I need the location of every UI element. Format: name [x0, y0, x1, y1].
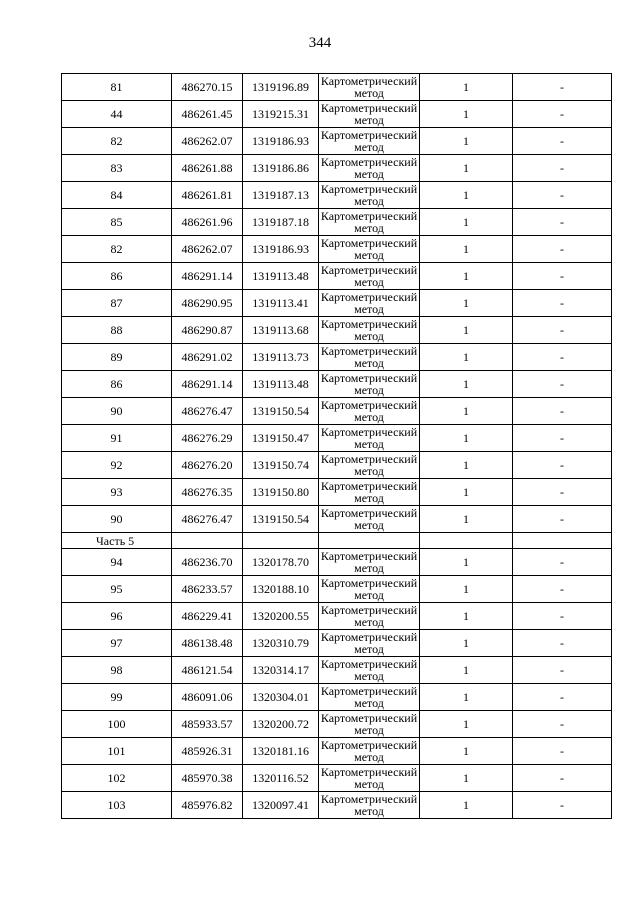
method-text: Картометрический метод [320, 506, 418, 532]
method-text: Картометрический метод [320, 74, 418, 100]
note-cell: - [513, 657, 612, 684]
count-cell: 1 [420, 738, 513, 765]
table-row [62, 101, 612, 128]
y-coordinate-cell: 1320116.52 [243, 765, 319, 792]
table-row [62, 155, 612, 182]
x-coordinate-cell: 486270.15 [172, 74, 243, 101]
empty-cell [420, 533, 513, 549]
x-coordinate-cell: 486121.54 [172, 657, 243, 684]
note-cell: - [513, 128, 612, 155]
method-text: Картометрический метод [320, 711, 418, 737]
point-id-cell: 97 [62, 630, 172, 657]
point-id-cell: 86 [62, 371, 172, 398]
point-id-cell: 99 [62, 684, 172, 711]
table-row [62, 128, 612, 155]
empty-cell [172, 533, 243, 549]
note-cell: - [513, 603, 612, 630]
method-cell [319, 317, 420, 344]
y-coordinate-cell: 1319113.73 [243, 344, 319, 371]
point-id-cell: 102 [62, 765, 172, 792]
count-cell: 1 [420, 317, 513, 344]
x-coordinate-cell: 486291.02 [172, 344, 243, 371]
table-row [62, 657, 612, 684]
note-cell: - [513, 209, 612, 236]
y-coordinate-cell: 1319150.74 [243, 452, 319, 479]
count-cell: 1 [420, 128, 513, 155]
method-text: Картометрический метод [320, 182, 418, 208]
method-cell [319, 182, 420, 209]
x-coordinate-cell: 486233.57 [172, 576, 243, 603]
method-cell [319, 425, 420, 452]
y-coordinate-cell: 1319113.41 [243, 290, 319, 317]
method-text: Картометрический метод [320, 101, 418, 127]
method-text: Картометрический метод [320, 684, 418, 710]
count-cell: 1 [420, 398, 513, 425]
method-cell [319, 792, 420, 819]
note-cell: - [513, 371, 612, 398]
method-text: Картометрический метод [320, 765, 418, 791]
note-cell: - [513, 425, 612, 452]
note-cell: - [513, 155, 612, 182]
y-coordinate-cell: 1320178.70 [243, 549, 319, 576]
point-id-cell: 94 [62, 549, 172, 576]
coordinates-table [61, 73, 612, 819]
note-cell: - [513, 263, 612, 290]
x-coordinate-cell: 485970.38 [172, 765, 243, 792]
method-text: Картометрический метод [320, 657, 418, 683]
count-cell: 1 [420, 290, 513, 317]
point-id-cell: 88 [62, 317, 172, 344]
note-cell: - [513, 317, 612, 344]
point-id-cell: 89 [62, 344, 172, 371]
table-row [62, 317, 612, 344]
y-coordinate-cell: 1319186.86 [243, 155, 319, 182]
x-coordinate-cell: 486138.48 [172, 630, 243, 657]
table-row [62, 263, 612, 290]
method-cell [319, 371, 420, 398]
method-text: Картометрический метод [320, 263, 418, 289]
count-cell: 1 [420, 711, 513, 738]
note-cell: - [513, 630, 612, 657]
table-row [62, 425, 612, 452]
table-row [62, 371, 612, 398]
note-cell: - [513, 479, 612, 506]
empty-cell [243, 533, 319, 549]
x-coordinate-cell: 486091.06 [172, 684, 243, 711]
note-cell: - [513, 711, 612, 738]
table-row [62, 479, 612, 506]
y-coordinate-cell: 1320310.79 [243, 630, 319, 657]
method-cell [319, 344, 420, 371]
y-coordinate-cell: 1319187.18 [243, 209, 319, 236]
method-text: Картометрический метод [320, 738, 418, 764]
note-cell: - [513, 236, 612, 263]
x-coordinate-cell: 486261.88 [172, 155, 243, 182]
note-cell: - [513, 290, 612, 317]
note-cell: - [513, 182, 612, 209]
count-cell: 1 [420, 209, 513, 236]
y-coordinate-cell: 1320200.55 [243, 603, 319, 630]
y-coordinate-cell: 1319150.47 [243, 425, 319, 452]
page-number: 344 [308, 35, 332, 51]
method-text: Картометрический метод [320, 630, 418, 656]
note-cell: - [513, 792, 612, 819]
count-cell: 1 [420, 344, 513, 371]
point-id-cell: 83 [62, 155, 172, 182]
table-row [62, 576, 612, 603]
method-cell [319, 452, 420, 479]
y-coordinate-cell: 1319150.80 [243, 479, 319, 506]
point-id-cell: 81 [62, 74, 172, 101]
note-cell: - [513, 506, 612, 533]
point-id-cell: 86 [62, 263, 172, 290]
method-text: Картометрический метод [320, 792, 418, 818]
note-cell: - [513, 765, 612, 792]
y-coordinate-cell: 1319215.31 [243, 101, 319, 128]
point-id-cell: 44 [62, 101, 172, 128]
method-text: Картометрический метод [320, 128, 418, 154]
method-cell [319, 263, 420, 290]
method-text: Картометрический метод [320, 479, 418, 505]
point-id-cell: 93 [62, 479, 172, 506]
method-text: Картометрический метод [320, 155, 418, 181]
point-id-cell: 103 [62, 792, 172, 819]
note-cell: - [513, 738, 612, 765]
x-coordinate-cell: 486291.14 [172, 371, 243, 398]
count-cell: 1 [420, 576, 513, 603]
method-text: Картометрический метод [320, 398, 418, 424]
count-cell: 1 [420, 101, 513, 128]
empty-cell [319, 533, 420, 549]
x-coordinate-cell: 485976.82 [172, 792, 243, 819]
count-cell: 1 [420, 792, 513, 819]
point-id-cell: 90 [62, 506, 172, 533]
count-cell: 1 [420, 182, 513, 209]
method-text: Картометрический метод [320, 603, 418, 629]
method-text: Картометрический метод [320, 344, 418, 370]
count-cell: 1 [420, 479, 513, 506]
method-cell [319, 765, 420, 792]
x-coordinate-cell: 486291.14 [172, 263, 243, 290]
y-coordinate-cell: 1319186.93 [243, 236, 319, 263]
y-coordinate-cell: 1319186.93 [243, 128, 319, 155]
x-coordinate-cell: 486261.45 [172, 101, 243, 128]
table-row [62, 290, 612, 317]
y-coordinate-cell: 1320188.10 [243, 576, 319, 603]
count-cell: 1 [420, 765, 513, 792]
table-row [62, 74, 612, 101]
table-body [62, 74, 612, 819]
x-coordinate-cell: 485926.31 [172, 738, 243, 765]
point-id-cell: 90 [62, 398, 172, 425]
y-coordinate-cell: 1320097.41 [243, 792, 319, 819]
point-id-cell: 96 [62, 603, 172, 630]
x-coordinate-cell: 486276.35 [172, 479, 243, 506]
x-coordinate-cell: 486236.70 [172, 549, 243, 576]
method-cell [319, 128, 420, 155]
table-row [62, 630, 612, 657]
count-cell: 1 [420, 371, 513, 398]
method-text: Картометрический метод [320, 290, 418, 316]
method-cell [319, 155, 420, 182]
count-cell: 1 [420, 425, 513, 452]
method-cell [319, 603, 420, 630]
empty-cell [513, 533, 612, 549]
method-text: Картометрический метод [320, 425, 418, 451]
section-label: Часть 5 [62, 533, 172, 549]
method-cell [319, 549, 420, 576]
method-text: Картометрический метод [320, 317, 418, 343]
method-cell [319, 576, 420, 603]
method-cell [319, 657, 420, 684]
point-id-cell: 92 [62, 452, 172, 479]
count-cell: 1 [420, 263, 513, 290]
table-row [62, 182, 612, 209]
table-row [62, 236, 612, 263]
y-coordinate-cell: 1319113.48 [243, 263, 319, 290]
x-coordinate-cell: 486262.07 [172, 236, 243, 263]
x-coordinate-cell: 486290.87 [172, 317, 243, 344]
method-text: Картометрический метод [320, 371, 418, 397]
note-cell: - [513, 684, 612, 711]
y-coordinate-cell: 1320200.72 [243, 711, 319, 738]
x-coordinate-cell: 486261.96 [172, 209, 243, 236]
x-coordinate-cell: 486276.47 [172, 398, 243, 425]
method-cell [319, 236, 420, 263]
table-row [62, 398, 612, 425]
method-cell [319, 506, 420, 533]
count-cell: 1 [420, 74, 513, 101]
count-cell: 1 [420, 155, 513, 182]
point-id-cell: 98 [62, 657, 172, 684]
x-coordinate-cell: 485933.57 [172, 711, 243, 738]
method-cell [319, 290, 420, 317]
method-cell [319, 684, 420, 711]
count-cell: 1 [420, 657, 513, 684]
point-id-cell: 100 [62, 711, 172, 738]
point-id-cell: 87 [62, 290, 172, 317]
point-id-cell: 84 [62, 182, 172, 209]
point-id-cell: 101 [62, 738, 172, 765]
point-id-cell: 85 [62, 209, 172, 236]
x-coordinate-cell: 486229.41 [172, 603, 243, 630]
count-cell: 1 [420, 684, 513, 711]
x-coordinate-cell: 486276.29 [172, 425, 243, 452]
method-cell [319, 74, 420, 101]
y-coordinate-cell: 1320181.16 [243, 738, 319, 765]
table-row [62, 792, 612, 819]
x-coordinate-cell: 486290.95 [172, 290, 243, 317]
point-id-cell: 91 [62, 425, 172, 452]
table-row [62, 209, 612, 236]
count-cell: 1 [420, 603, 513, 630]
method-cell [319, 711, 420, 738]
y-coordinate-cell: 1319187.13 [243, 182, 319, 209]
section-row [62, 533, 612, 549]
y-coordinate-cell: 1319150.54 [243, 398, 319, 425]
count-cell: 1 [420, 506, 513, 533]
method-cell [319, 101, 420, 128]
note-cell: - [513, 452, 612, 479]
y-coordinate-cell: 1319150.54 [243, 506, 319, 533]
note-cell: - [513, 344, 612, 371]
table-row [62, 506, 612, 533]
method-text: Картометрический метод [320, 236, 418, 262]
y-coordinate-cell: 1320304.01 [243, 684, 319, 711]
y-coordinate-cell: 1319113.48 [243, 371, 319, 398]
table-row [62, 765, 612, 792]
note-cell: - [513, 398, 612, 425]
y-coordinate-cell: 1320314.17 [243, 657, 319, 684]
point-id-cell: 82 [62, 236, 172, 263]
note-cell: - [513, 74, 612, 101]
count-cell: 1 [420, 630, 513, 657]
count-cell: 1 [420, 452, 513, 479]
method-text: Картометрический метод [320, 549, 418, 575]
table-row [62, 684, 612, 711]
x-coordinate-cell: 486261.81 [172, 182, 243, 209]
y-coordinate-cell: 1319113.68 [243, 317, 319, 344]
point-id-cell: 82 [62, 128, 172, 155]
count-cell: 1 [420, 549, 513, 576]
note-cell: - [513, 101, 612, 128]
method-cell [319, 738, 420, 765]
table-row [62, 603, 612, 630]
y-coordinate-cell: 1319196.89 [243, 74, 319, 101]
count-cell: 1 [420, 236, 513, 263]
x-coordinate-cell: 486276.20 [172, 452, 243, 479]
method-cell [319, 630, 420, 657]
method-cell [319, 209, 420, 236]
table-row [62, 344, 612, 371]
x-coordinate-cell: 486276.47 [172, 506, 243, 533]
note-cell: - [513, 549, 612, 576]
method-cell [319, 398, 420, 425]
table-row [62, 738, 612, 765]
method-text: Картометрический метод [320, 576, 418, 602]
table-row [62, 549, 612, 576]
table-row [62, 452, 612, 479]
table-row [62, 711, 612, 738]
note-cell: - [513, 576, 612, 603]
method-text: Картометрический метод [320, 452, 418, 478]
point-id-cell: 95 [62, 576, 172, 603]
x-coordinate-cell: 486262.07 [172, 128, 243, 155]
method-text: Картометрический метод [320, 209, 418, 235]
method-cell [319, 479, 420, 506]
